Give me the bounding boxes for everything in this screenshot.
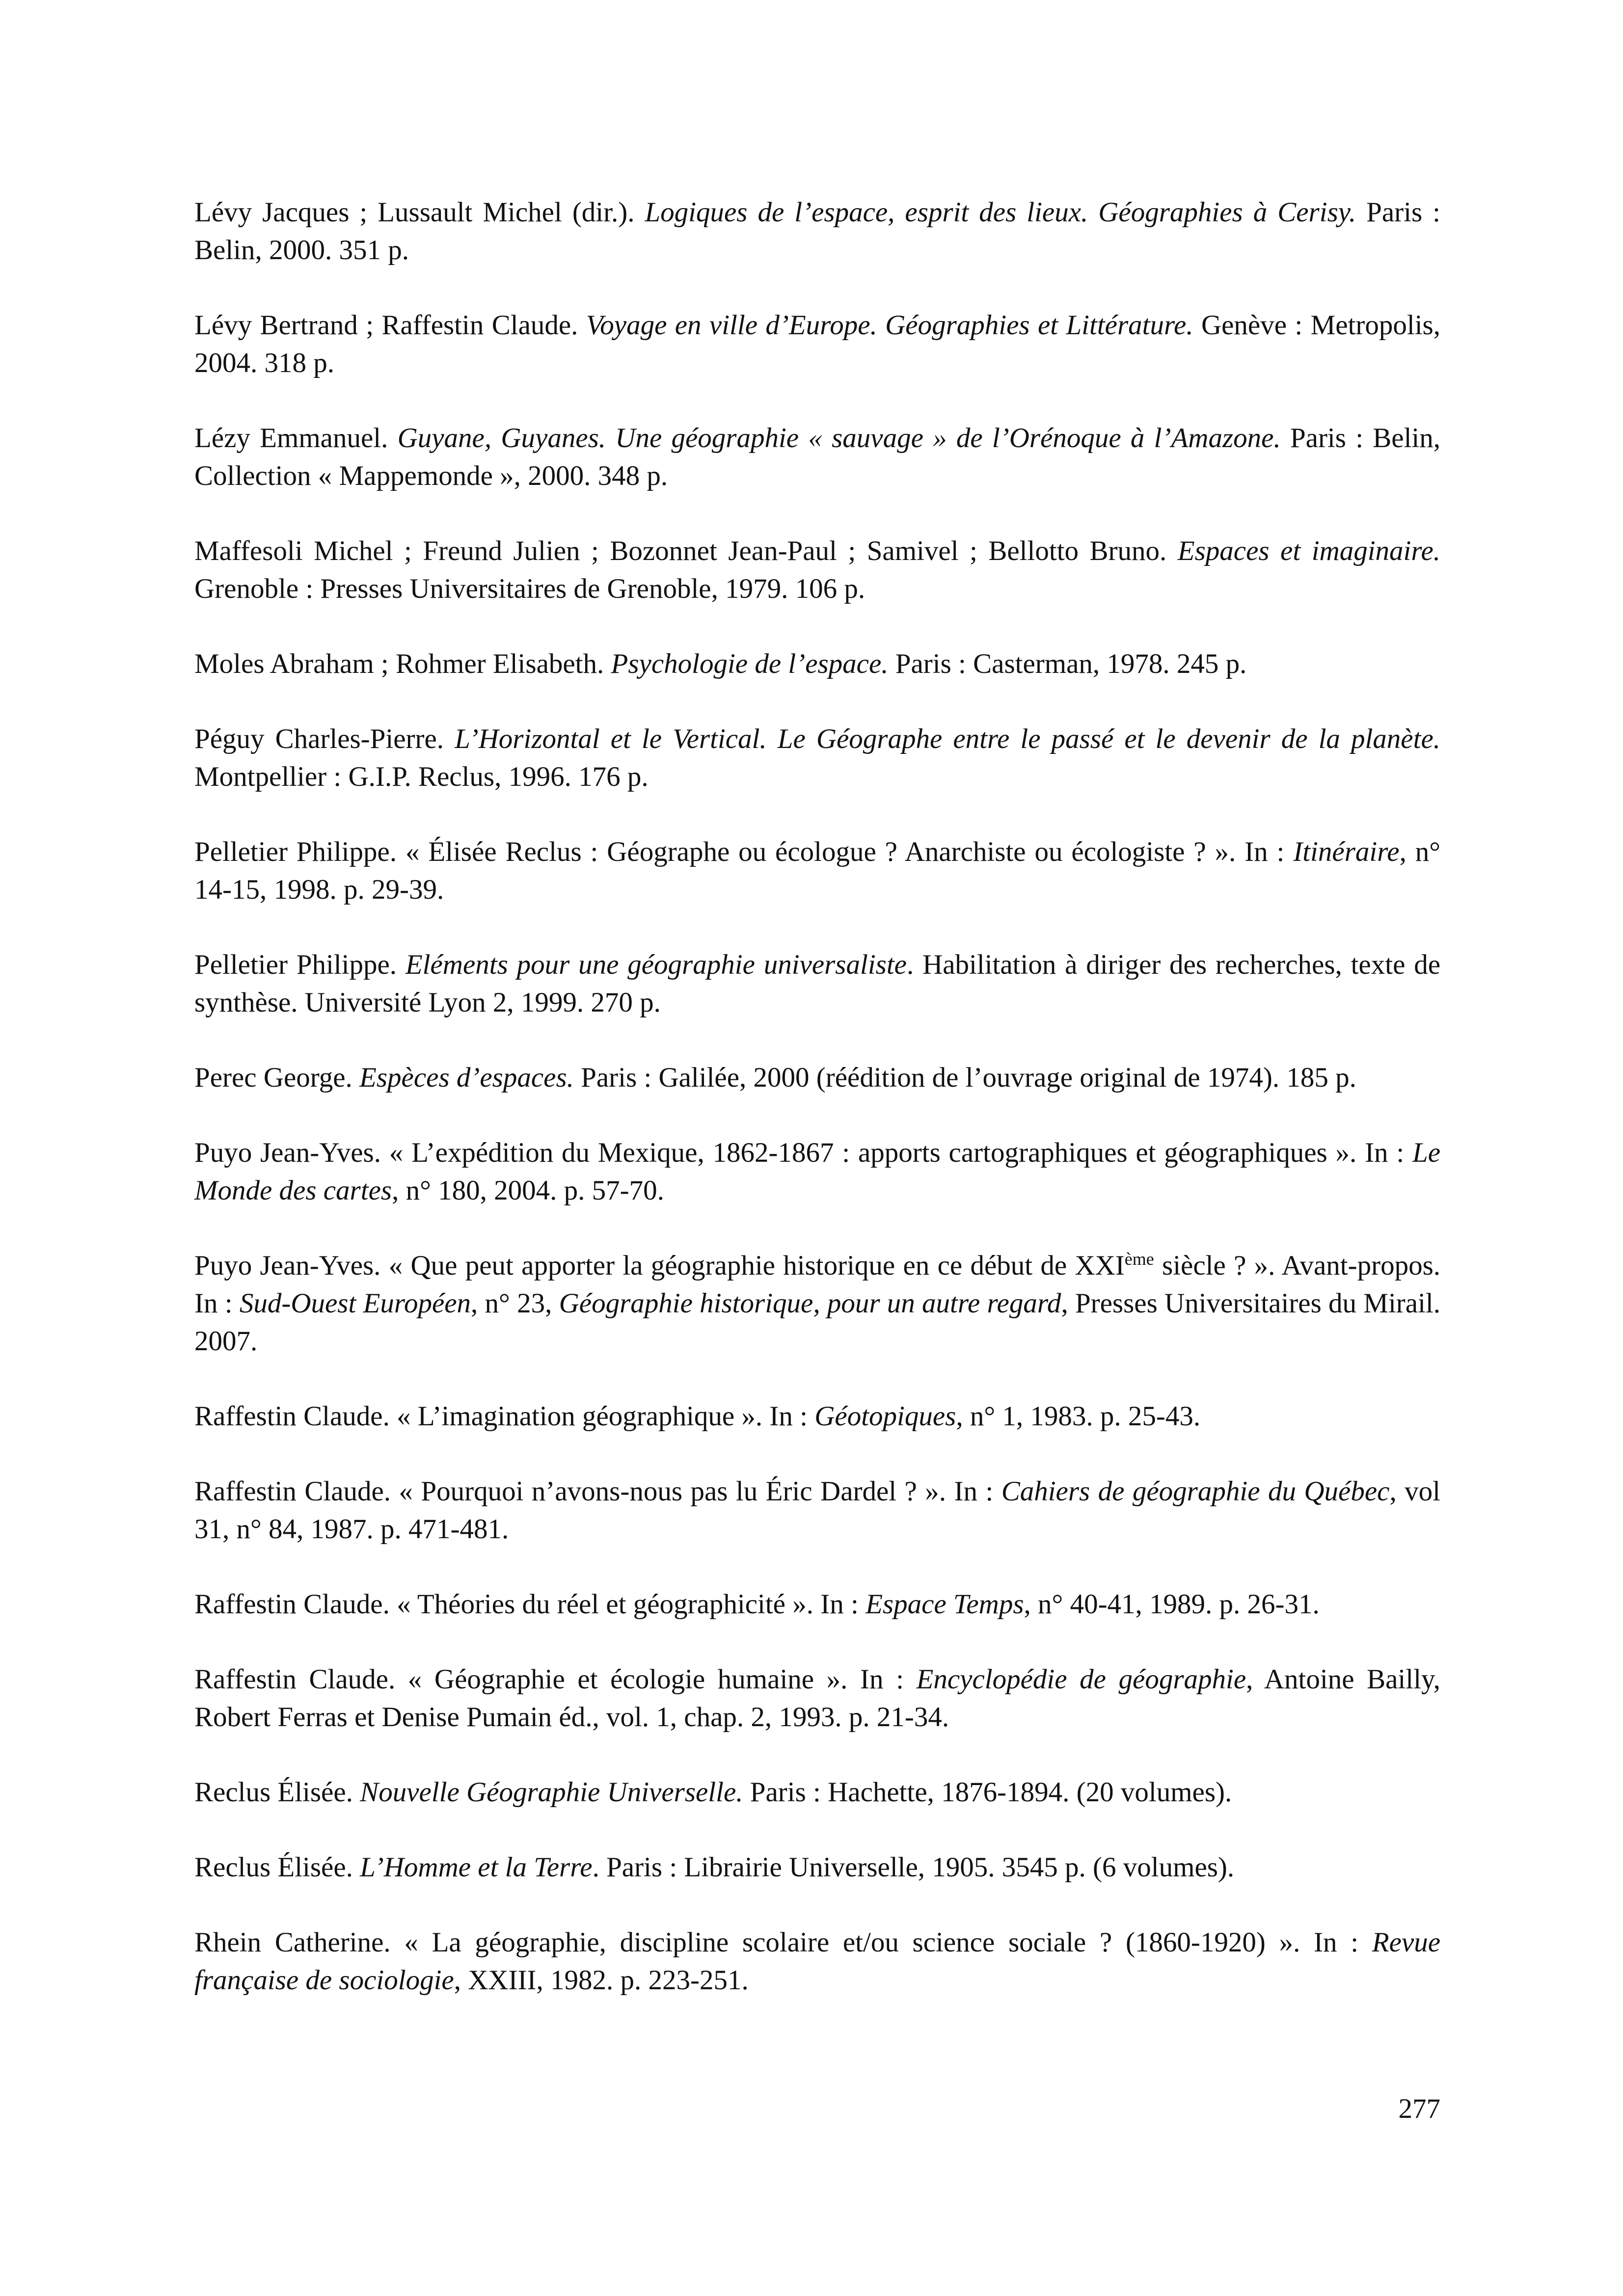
entry-text: Maffesoli Michel ; Freund Julien ; Bozonnet Jean-Paul ; Samivel ; Bellotto Bruno.: [194, 535, 1178, 566]
entry-text: Paris : Hachette, 1876-1894. (20 volumes).: [743, 1777, 1232, 1808]
entry-text: , n° 40-41, 1989. p. 26-31.: [1024, 1589, 1320, 1620]
entry-text: Raffestin Claude. « Géographie et écologie humaine ». In :: [194, 1664, 917, 1695]
entry-title: Logiques de l’espace, esprit des lieux. Géographies à Cerisy.: [645, 197, 1356, 228]
entry-title: Guyane, Guyanes. Une géographie « sauvage » de l’Orénoque à l’Amazone.: [397, 423, 1281, 454]
bibliography-entry: [194, 193, 1440, 269]
entry-title: Voyage en ville d’Europe. Géographies et Littérature.: [586, 310, 1193, 341]
bibliography-entry: [194, 1585, 1440, 1623]
entry-text: , XXIII, 1982. p. 223-251.: [454, 1965, 749, 1996]
entry-title: Géographie historique, pour un autre regard: [559, 1288, 1061, 1319]
bibliography-entry: [194, 1472, 1440, 1548]
bibliography-entry: [194, 1660, 1440, 1736]
entry-text: Paris : Galilée, 2000 (réédition de l’ouvrage original de 1974). 185 p.: [573, 1062, 1356, 1093]
entry-title: Psychologie de l’espace.: [611, 648, 889, 679]
entry-text: Moles Abraham ; Rohmer Elisabeth.: [194, 648, 611, 679]
bibliography-entry: [194, 532, 1440, 608]
bibliography-list: [194, 193, 1440, 1999]
entry-text: Grenoble : Presses Universitaires de Grenoble, 1979. 106 p.: [194, 573, 866, 604]
entry-title: Espace Temps: [866, 1589, 1024, 1620]
bibliography-entry: [194, 419, 1440, 495]
bibliography-entry: [194, 833, 1440, 908]
entry-title: Sud-Ouest Européen: [239, 1288, 471, 1319]
entry-text: Lévy Jacques ; Lussault Michel (dir.).: [194, 197, 645, 228]
entry-text: Lézy Emmanuel.: [194, 423, 398, 454]
bibliography-entry: [194, 1923, 1440, 1999]
entry-text: . Paris : Librairie Universelle, 1905. 3545 p. (6 volumes).: [592, 1852, 1235, 1883]
entry-text: Montpellier : G.I.P. Reclus, 1996. 176 p.: [194, 761, 649, 792]
entry-title: L’Homme et la Terre: [360, 1852, 593, 1883]
entry-text: Paris : Belin, Collection « Mappemonde », 2000. 348 p.: [194, 423, 1441, 491]
entry-title: L’Horizontal et le Vertical. Le Géographe entre le passé et le devenir de la planète.: [455, 723, 1440, 754]
entry-text: Pelletier Philippe.: [194, 949, 406, 980]
entry-title: Espèces d’espaces.: [359, 1062, 574, 1093]
bibliography-entry: [194, 720, 1440, 796]
entry-text: Rhein Catherine. « La géographie, discipline scolaire et/ou science sociale ? (1860-1920) ». In :: [194, 1927, 1372, 1958]
page-number: 277: [1398, 2093, 1440, 2124]
bibliography-entry: [194, 1397, 1440, 1435]
entry-text: , Presses Universitaires du Mirail. 2007.: [194, 1288, 1440, 1357]
entry-text: . Habilitation à diriger des recherches, texte de synthèse. Université Lyon 2, 1999. 270 p.: [194, 949, 1440, 1018]
entry-text: siècle ? ». Avant-propos. In :: [194, 1250, 1440, 1319]
entry-text: Reclus Élisée.: [194, 1777, 360, 1808]
entry-title: Le Monde des cartes: [194, 1137, 1440, 1206]
bibliography-entry: [194, 1848, 1440, 1886]
entry-text: , n° 14-15, 1998. p. 29-39.: [194, 836, 1441, 905]
entry-text: Reclus Élisée.: [194, 1852, 360, 1883]
entry-title: Cahiers de géographie du Québec: [1001, 1476, 1390, 1507]
entry-text: Genève : Metropolis, 2004. 318 p.: [194, 310, 1440, 378]
entry-text: Raffestin Claude. « L’imagination géographique ». In :: [194, 1401, 815, 1432]
entry-text: , vol 31, n° 84, 1987. p. 471-481.: [194, 1476, 1440, 1545]
entry-text: , Antoine Bailly, Robert Ferras et Denise Pumain éd., vol. 1, chap. 2, 1993. p. 21-34.: [194, 1664, 1440, 1733]
entry-title: Eléments pour une géographie universaliste: [405, 949, 907, 980]
entry-text: Raffestin Claude. « Théories du réel et géographicité ». In :: [194, 1589, 866, 1620]
entry-title: Revue française de sociologie: [194, 1927, 1440, 1996]
entry-text: Pelletier Philippe. « Élisée Reclus : Géographe ou écologue ? Anarchiste ou écologiste ? ». In :: [194, 836, 1294, 867]
entry-title: Nouvelle Géographie Universelle.: [360, 1777, 743, 1808]
entry-title: Encyclopédie de géographie: [916, 1664, 1246, 1695]
entry-text: , n° 1, 1983. p. 25-43.: [956, 1401, 1201, 1432]
entry-superscript: ème: [1124, 1249, 1154, 1269]
entry-text: Puyo Jean-Yves. « L’expédition du Mexique, 1862-1867 : apports cartographiques et géographiques ». In :: [194, 1137, 1412, 1168]
bibliography-entry: [194, 1773, 1440, 1811]
entry-text: , n° 23,: [471, 1288, 559, 1319]
entry-text: , n° 180, 2004. p. 57-70.: [392, 1175, 664, 1206]
bibliography-entry: [194, 306, 1440, 382]
bibliography-entry: [194, 946, 1440, 1021]
entry-text: Péguy Charles-Pierre.: [194, 723, 455, 754]
entry-title: Espaces et imaginaire.: [1177, 535, 1440, 566]
entry-text: Paris : Casterman, 1978. 245 p.: [888, 648, 1247, 679]
bibliography-entry: [194, 1059, 1440, 1096]
entry-title: Géotopiques: [814, 1401, 956, 1432]
entry-text: Puyo Jean-Yves. « Que peut apporter la géographie historique en ce début de XXI: [194, 1250, 1125, 1281]
entry-text: Paris : Belin, 2000. 351 p.: [194, 197, 1440, 266]
bibliography-entry: [194, 1247, 1440, 1360]
entry-text: Lévy Bertrand ; Raffestin Claude.: [194, 310, 586, 341]
entry-text: Raffestin Claude. « Pourquoi n’avons-nous pas lu Éric Dardel ? ». In :: [194, 1476, 1001, 1507]
entry-title: Itinéraire: [1293, 836, 1400, 867]
bibliography-entry: [194, 1134, 1440, 1209]
bibliography-entry: [194, 645, 1440, 683]
entry-text: Perec George.: [194, 1062, 360, 1093]
